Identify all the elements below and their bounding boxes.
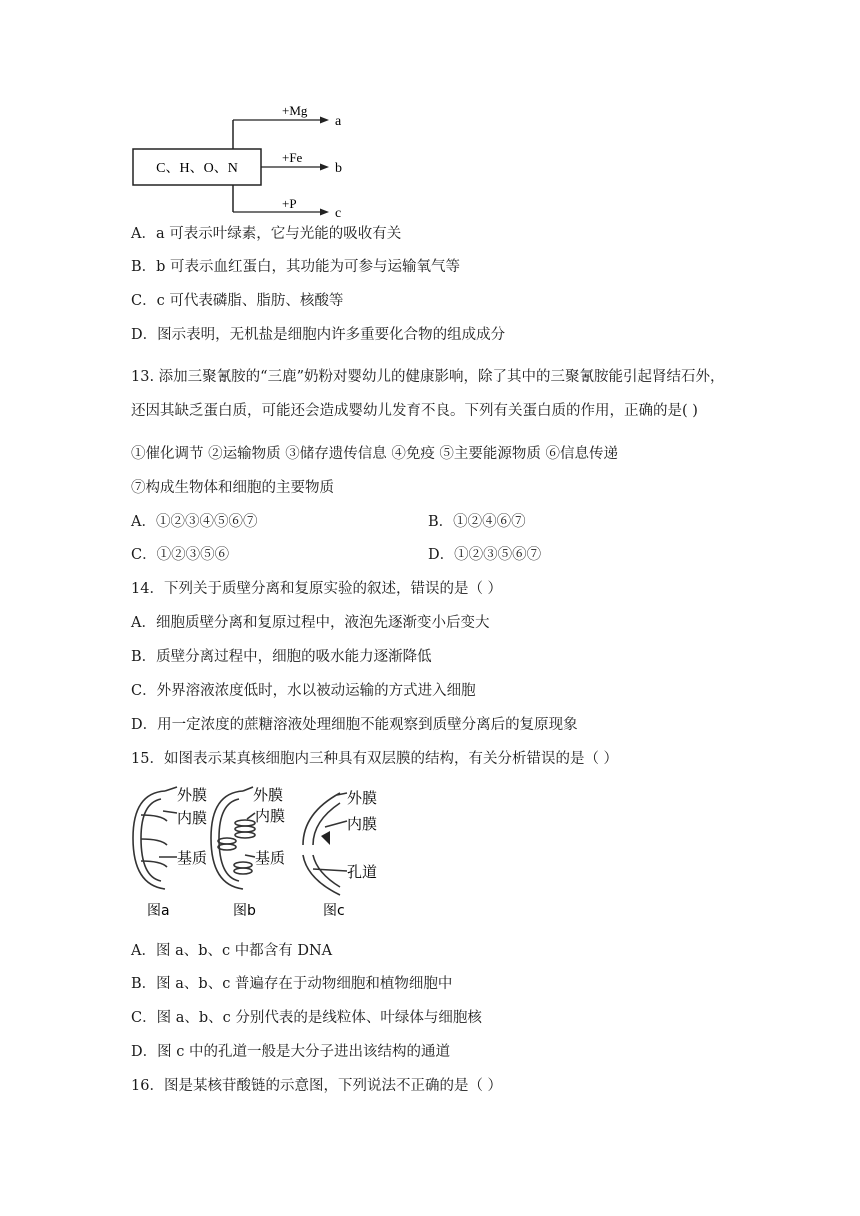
q13-option-b: B．①②④⑥⑦ — [428, 514, 526, 530]
element-composition-diagram — [125, 100, 365, 225]
branch-b-result: b — [335, 161, 342, 176]
q16-stem: 16．图是某核苷酸链的示意图，下列说法不正确的是（ ） — [131, 1078, 503, 1094]
element-box-label: C、H、O、N — [156, 161, 238, 176]
fig-a-label-inner: 内膜 — [177, 809, 208, 827]
branch-c-result: c — [335, 206, 342, 221]
q15-option-b: B．图 a、b、c 普遍存在于动物细胞和植物细胞中 — [131, 976, 453, 992]
q12-option-b: B．b 可表示血红蛋白，其功能为可参与运输氧气等 — [131, 259, 461, 275]
fig-b-label-matrix: 基质 — [255, 849, 286, 867]
branch-c-add: +P — [282, 196, 297, 211]
q14-option-b: B．质壁分离过程中，细胞的吸水能力逐渐降低 — [131, 649, 432, 665]
q12-option-c: C．c 可代表磷脂、脂肪、核酸等 — [131, 293, 344, 309]
q14-option-d: D．用一定浓度的蔗糖溶液处理细胞不能观察到质壁分离后的复原现象 — [131, 717, 578, 733]
fig-c-caption: 图c — [323, 903, 345, 919]
q15-option-c: C．图 a、b、c 分别代表的是线粒体、叶绿体与细胞核 — [131, 1010, 482, 1026]
q13-option-c: C．①②③⑤⑥ — [131, 547, 230, 563]
q15-option-d: D．图 c 中的孔道一般是大分子进出该结构的通道 — [131, 1044, 450, 1060]
q15-stem: 15．如图表示某真核细胞内三种具有双层膜的结构，有关分析错误的是（ ） — [131, 751, 619, 767]
fig-c-label-pore: 孔道 — [347, 863, 378, 881]
q13-stem-line2: 还因其缺乏蛋白质，可能还会造成婴幼儿发育不良。下列有关蛋白质的作用，正确的是( ) — [131, 403, 698, 419]
q13-items-line1: ①催化调节 ②运输物质 ③储存遗传信息 ④免疫 ⑤主要能源物质 ⑥信息传递 — [131, 446, 619, 462]
fig-b-label-outer: 外膜 — [253, 786, 284, 804]
q14-option-c: C．外界溶液浓度低时，水以被动运输的方式进入细胞 — [131, 683, 476, 699]
q15-option-a: A．图 a、b、c 中都含有 DNA — [131, 943, 333, 959]
q12-option-d: D．图示表明，无机盐是细胞内许多重要化合物的组成成分 — [131, 327, 506, 343]
q14-stem: 14．下列关于质壁分离和复原实验的叙述，错误的是（ ） — [131, 581, 503, 597]
fig-a-label-outer: 外膜 — [177, 786, 208, 804]
fig-c-label-inner: 内膜 — [347, 815, 378, 833]
q13-stem-line1: 13. 添加三聚氰胺的“三鹿”奶粉对婴幼儿的健康影响，除了其中的三聚氰胺能引起肾结石外， — [131, 369, 725, 385]
q12-option-a: A．a 可表示叶绿素，它与光能的吸收有关 — [131, 226, 402, 242]
fig-a-caption: 图a — [147, 903, 170, 919]
branch-b-add: +Fe — [282, 150, 303, 165]
organelle-figures — [125, 783, 395, 923]
fig-b-label-inner: 内膜 — [255, 807, 286, 825]
q13-items-line2: ⑦构成生物体和细胞的主要物质 — [131, 480, 334, 496]
branch-a-add: +Mg — [282, 103, 308, 118]
q13-option-a: A．①②③④⑤⑥⑦ — [131, 514, 258, 530]
fig-a-label-matrix: 基质 — [177, 849, 208, 867]
fig-b-caption: 图b — [233, 903, 256, 919]
q14-option-a: A．细胞质壁分离和复原过程中，液泡先逐渐变小后变大 — [131, 615, 490, 631]
fig-c-label-outer: 外膜 — [347, 789, 378, 807]
branch-a-result: a — [335, 114, 342, 129]
q13-option-d: D．①②③⑤⑥⑦ — [428, 547, 542, 563]
